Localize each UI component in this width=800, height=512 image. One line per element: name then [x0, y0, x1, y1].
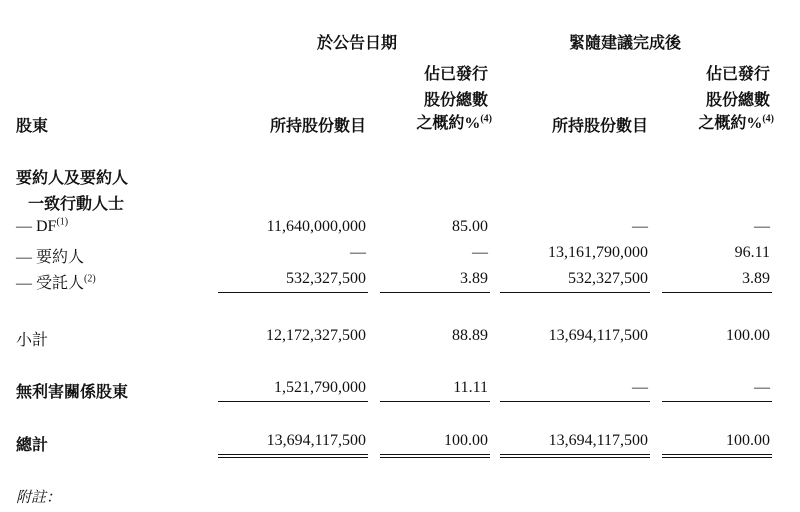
row-trustee-shares-b: 532,327,500: [568, 270, 648, 287]
row-trustee-pct-a: 3.89: [460, 270, 488, 287]
subtotal-shares-a: 12,172,327,500: [266, 327, 366, 344]
row-df-shares-b: —: [632, 218, 648, 235]
column-header-pct-b-line1: 佔已發行: [705, 66, 770, 83]
footnote-heading: 附註：: [16, 490, 62, 506]
rule-subtotal-shares-a: [218, 292, 368, 293]
disinterested-shares-a: 1,521,790,000: [274, 379, 366, 396]
double-rule-pct-a-bottom: [380, 457, 490, 458]
total-label: 總計: [16, 437, 49, 454]
section-label-line2: 一致行動人士: [28, 196, 125, 213]
row-label-df: — DF$^{(1)}$: [16, 216, 69, 235]
row-label-offeror: — 要約人: [16, 249, 85, 266]
section-label-line1: 要約人及要約人: [16, 170, 129, 187]
total-pct-b: 100.00: [726, 432, 770, 449]
total-pct-a: 100.00: [444, 432, 488, 449]
rule-subtotal-pct-b: [662, 292, 772, 293]
subtotal-shares-b: 13,694,117,500: [548, 327, 648, 344]
rule-total-pct-b: [662, 401, 772, 402]
subtotal-pct-a: 88.89: [452, 327, 488, 344]
disinterested-pct-b: —: [754, 379, 770, 396]
group-header-announcement: 於公告日期: [316, 35, 397, 52]
disinterested-pct-a: 11.11: [453, 379, 488, 396]
rule-subtotal-pct-a: [380, 292, 490, 293]
column-header-pct-b-line3: 之概約%$^{(4)}$: [698, 113, 774, 132]
group-header-after-completion: 緊隨建議完成後: [568, 35, 681, 52]
column-header-shareholder: 股東: [16, 118, 49, 135]
double-rule-shares-a-bottom: [218, 457, 368, 458]
double-rule-shares-b-bottom: [500, 457, 650, 458]
rule-total-shares-a: [218, 401, 368, 402]
double-rule-shares-a-top: [218, 454, 368, 455]
row-offeror-pct-a: —: [472, 244, 488, 261]
row-df-pct-b: —: [754, 218, 770, 235]
rule-total-pct-a: [380, 401, 490, 402]
total-shares-b: 13,694,117,500: [548, 432, 648, 449]
column-header-pct-a-line3: 之概約%$^{(4)}$: [416, 113, 492, 132]
column-header-pct-a-line2: 股份總數: [423, 92, 488, 109]
row-df-pct-a: 85.00: [452, 218, 488, 235]
column-header-pct-a-line1: 佔已發行: [423, 66, 488, 83]
row-trustee-pct-b: 3.89: [742, 270, 770, 287]
double-rule-shares-b-top: [500, 454, 650, 455]
double-rule-pct-a-top: [380, 454, 490, 455]
row-offeror-pct-b: 96.11: [734, 244, 770, 261]
rule-subtotal-shares-b: [500, 292, 650, 293]
row-df-shares-a: 11,640,000,000: [266, 218, 366, 235]
double-rule-pct-b-top: [662, 454, 772, 455]
row-label-trustee: — 受託人$^{(2)}$: [16, 273, 96, 292]
row-offeror-shares-a: —: [350, 244, 366, 261]
row-trustee-shares-a: 532,327,500: [286, 270, 366, 287]
subtotal-pct-b: 100.00: [726, 327, 770, 344]
subtotal-label: 小計: [16, 332, 49, 349]
total-shares-a: 13,694,117,500: [266, 432, 366, 449]
rule-total-shares-b: [500, 401, 650, 402]
column-header-shares-held-a: 所持股份數目: [269, 118, 366, 135]
double-rule-pct-b-bottom: [662, 457, 772, 458]
disinterested-label: 無利害關係股東: [16, 384, 129, 401]
disinterested-shares-b: —: [632, 379, 648, 396]
column-header-shares-held-b: 所持股份數目: [551, 118, 648, 135]
row-offeror-shares-b: 13,161,790,000: [548, 244, 648, 261]
column-header-pct-b-line2: 股份總數: [705, 92, 770, 109]
